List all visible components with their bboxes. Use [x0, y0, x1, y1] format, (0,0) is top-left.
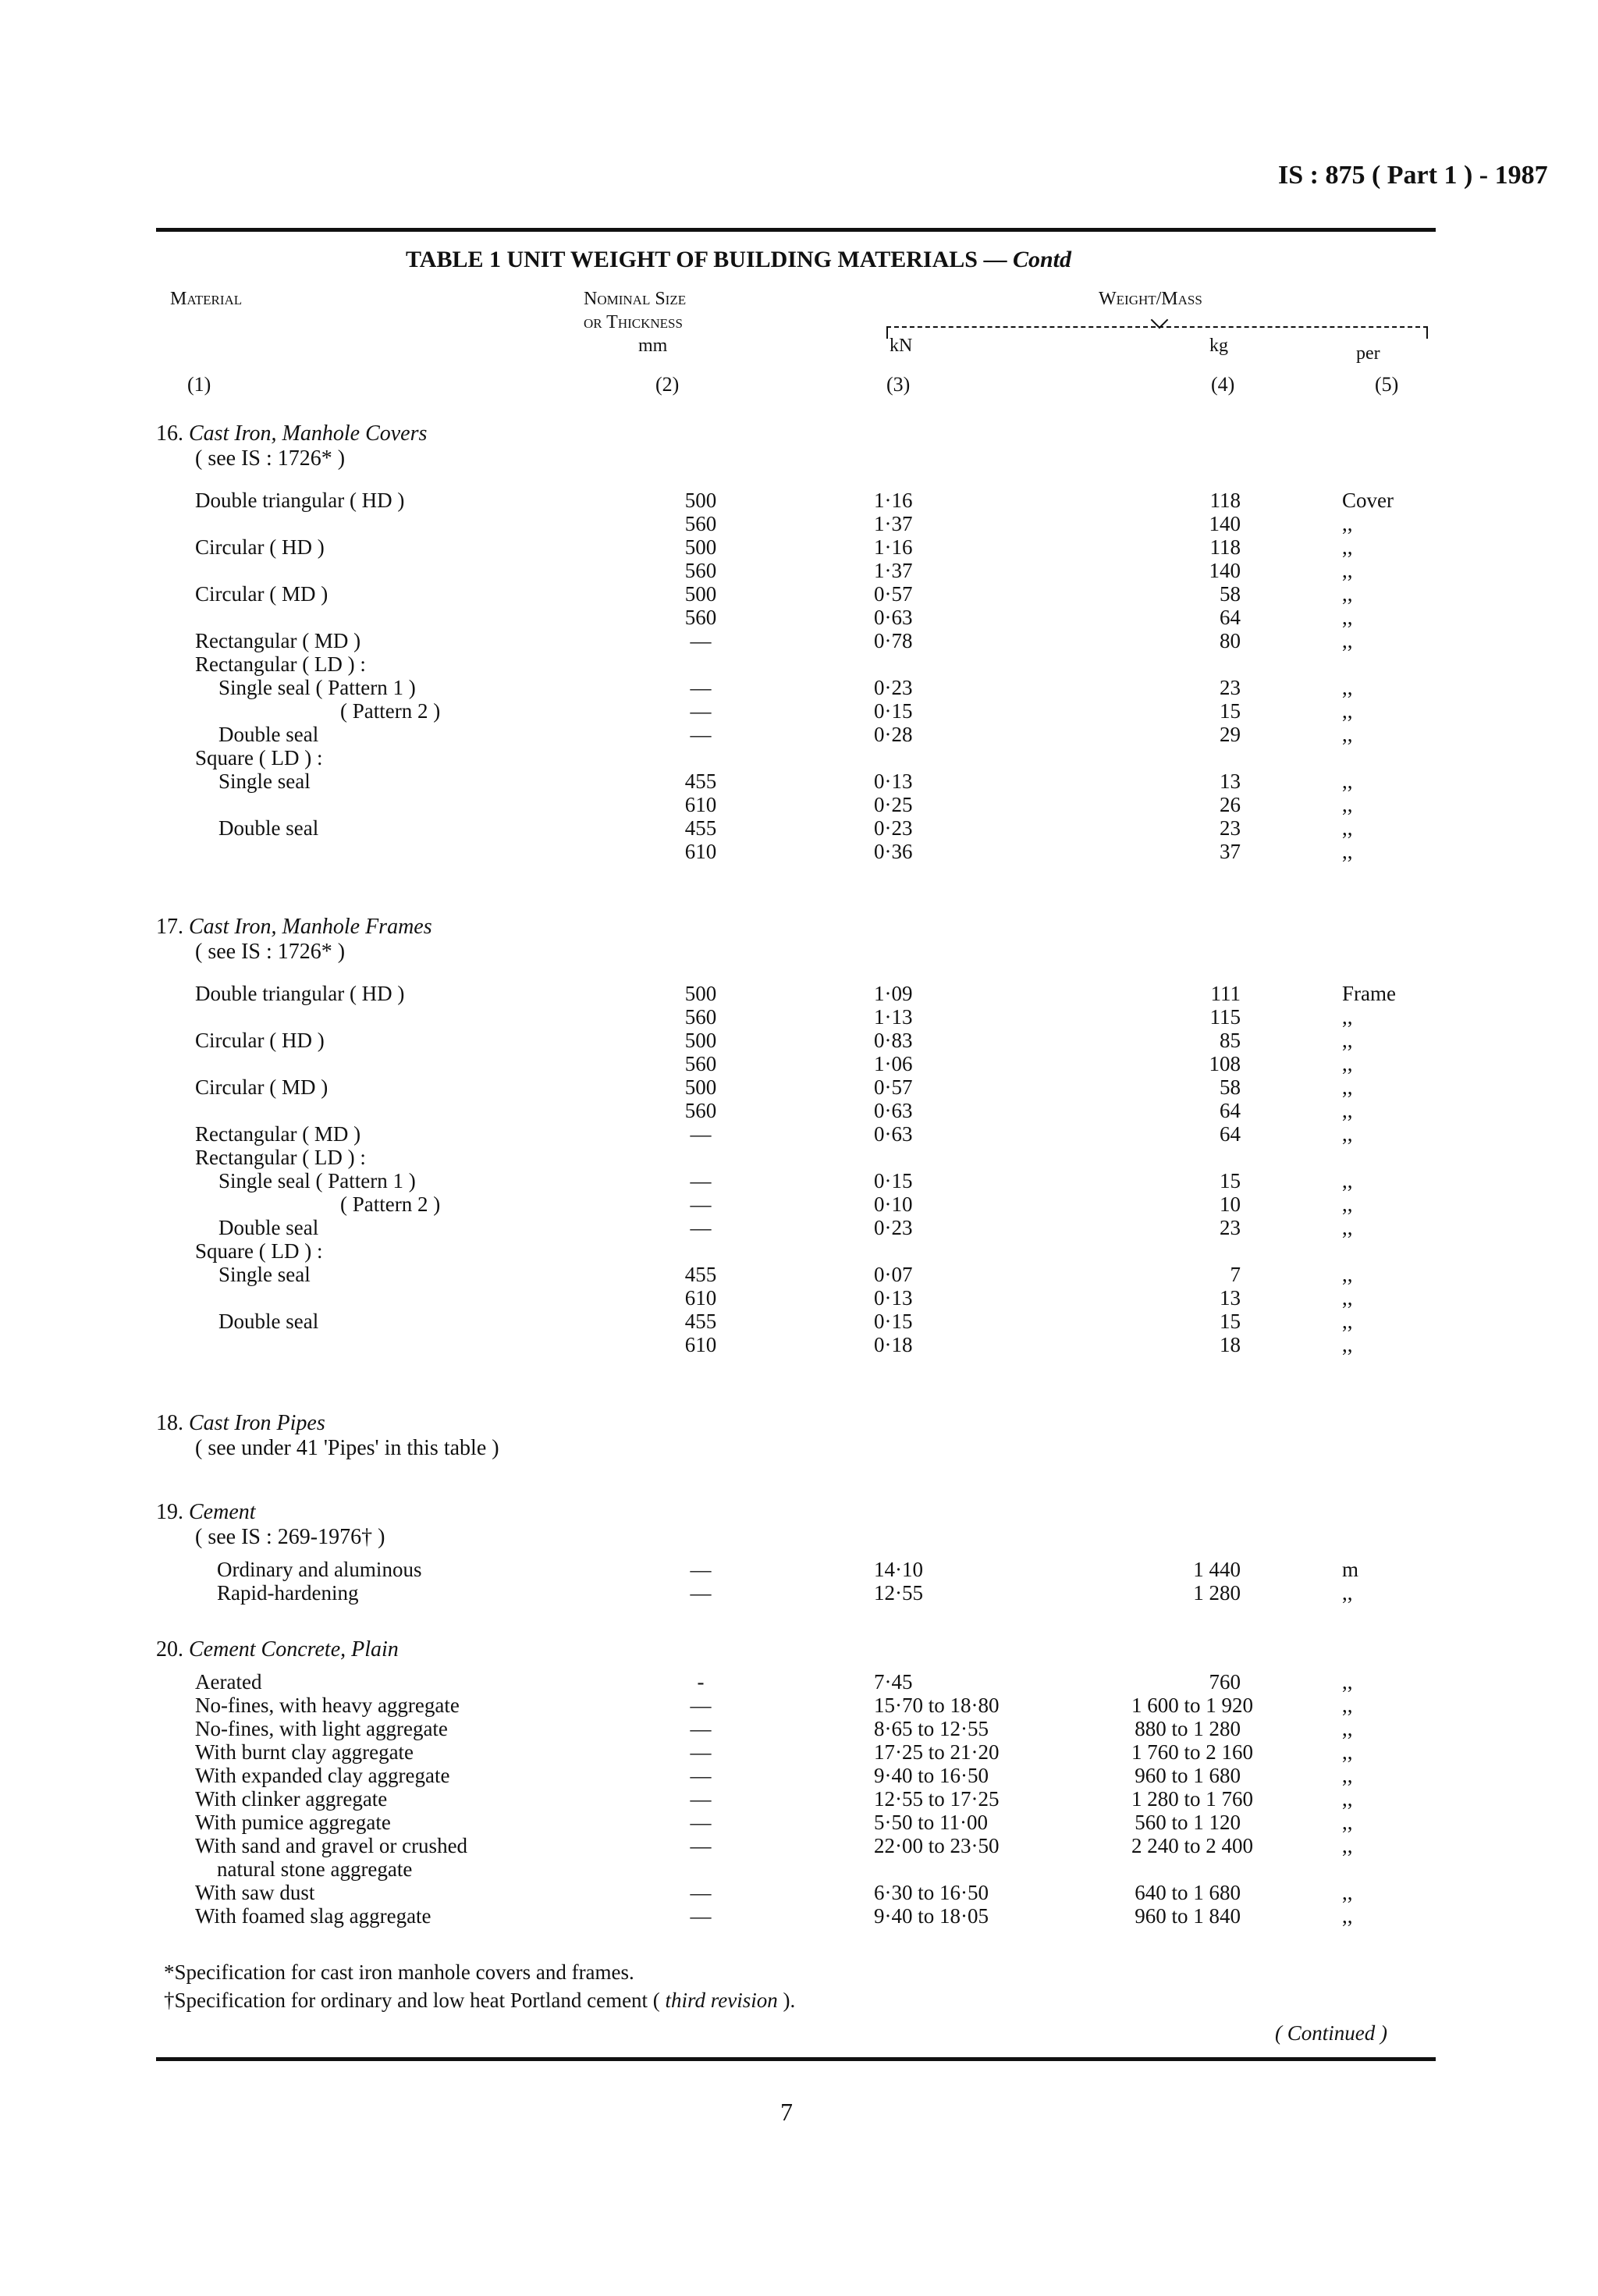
- per-cell: ,,: [1342, 1169, 1353, 1192]
- table-row: [0, 1099, 1598, 1122]
- kg-cell: 115: [1209, 1005, 1241, 1029]
- table-row: [0, 840, 1598, 863]
- size-cell: 560: [684, 1052, 717, 1075]
- kg-cell: 640 to 1 680: [1135, 1881, 1241, 1904]
- top-rule: [156, 228, 1436, 232]
- size-cell: —: [690, 723, 712, 746]
- kn-cell: 1·37: [874, 559, 913, 582]
- kg-cell: 7: [1230, 1263, 1241, 1286]
- size-cell: —: [690, 699, 712, 723]
- table-row: [0, 746, 1598, 769]
- material-cell: Circular ( MD ): [195, 582, 328, 606]
- size-cell: 455: [684, 1310, 717, 1333]
- kg-cell: 85: [1220, 1029, 1241, 1052]
- table-row: [0, 982, 1598, 1005]
- kg-cell: 111: [1210, 982, 1241, 1005]
- kn-cell: 1·06: [874, 1052, 913, 1075]
- size-cell: —: [690, 1834, 712, 1857]
- size-cell: —: [690, 1764, 712, 1787]
- per-cell: ,,: [1342, 793, 1353, 816]
- size-cell: 500: [684, 535, 717, 559]
- kg-cell: 10: [1220, 1192, 1241, 1216]
- table-row: [0, 1857, 1598, 1881]
- material-cell: ( Pattern 2 ): [340, 699, 441, 723]
- kn-cell: 12·55 to 17·25: [874, 1787, 1000, 1811]
- kn-cell: 1·16: [874, 489, 913, 512]
- size-cell: —: [690, 1169, 712, 1192]
- kn-cell: 0·83: [874, 1029, 913, 1052]
- size-cell: —: [690, 1717, 712, 1740]
- kg-cell: 23: [1220, 1216, 1241, 1239]
- kn-cell: 1·09: [874, 982, 913, 1005]
- per-cell: ,,: [1342, 1005, 1353, 1029]
- material-cell: With burnt clay aggregate: [195, 1740, 414, 1764]
- section-19-reference: ( see IS : 269-1976† ): [195, 1525, 385, 1549]
- material-cell: Single seal: [218, 1263, 311, 1286]
- per-cell: ,,: [1342, 1881, 1353, 1904]
- kn-cell: 0·15: [874, 1310, 913, 1333]
- table-row: [0, 1834, 1598, 1857]
- column-number-2: (2): [655, 373, 680, 396]
- column-number-4: (4): [1211, 373, 1235, 396]
- table-row: [0, 793, 1598, 816]
- document-id: IS : 875 ( Part 1 ) - 1987: [1278, 161, 1548, 190]
- section-16-title: Cast Iron, Manhole Covers: [189, 421, 428, 446]
- material-cell: Rectangular ( MD ): [195, 1122, 361, 1146]
- per-cell: ,,: [1342, 769, 1353, 793]
- size-cell: 610: [684, 1286, 717, 1310]
- kn-cell: 0·63: [874, 1099, 913, 1122]
- material-cell: ( Pattern 2 ): [340, 1192, 441, 1216]
- table-row: [0, 1740, 1598, 1764]
- per-cell: ,,: [1342, 582, 1353, 606]
- kg-cell: 960 to 1 840: [1135, 1904, 1241, 1928]
- per-cell: ,,: [1342, 699, 1353, 723]
- per-cell: ,,: [1342, 1670, 1353, 1694]
- table-row: [0, 1904, 1598, 1928]
- per-cell: ,,: [1342, 1310, 1353, 1333]
- table-title-contd: Contd: [1012, 247, 1071, 272]
- per-cell: ,,: [1342, 816, 1353, 840]
- material-cell: Circular ( HD ): [195, 1029, 325, 1052]
- kn-cell: 0·23: [874, 1216, 913, 1239]
- per-cell: ,,: [1342, 840, 1353, 863]
- kn-cell: 1·16: [874, 535, 913, 559]
- header-brace: [886, 326, 1428, 339]
- column-number-5: (5): [1375, 373, 1399, 396]
- size-cell: 560: [684, 606, 717, 629]
- per-cell: ,,: [1342, 512, 1353, 535]
- table-row: [0, 1169, 1598, 1192]
- kn-cell: 9·40 to 16·50: [874, 1764, 989, 1787]
- size-cell: -: [697, 1670, 705, 1694]
- size-cell: 500: [684, 1075, 717, 1099]
- kg-cell: 140: [1209, 559, 1241, 582]
- per-cell: ,,: [1342, 676, 1353, 699]
- header-kg: kg: [1209, 336, 1228, 356]
- kg-cell: 560 to 1 120: [1135, 1811, 1241, 1834]
- per-cell: ,,: [1342, 1286, 1353, 1310]
- size-cell: 560: [684, 512, 717, 535]
- kn-cell: 6·30 to 16·50: [874, 1881, 989, 1904]
- table-row: [0, 1005, 1598, 1029]
- footnote-2-text: †Specification for ordinary and low heat Portland cement (: [164, 1989, 660, 2012]
- size-cell: 560: [684, 559, 717, 582]
- size-cell: —: [690, 1558, 712, 1581]
- section-19-number: 19.: [156, 1500, 183, 1524]
- kg-cell: 15: [1220, 1310, 1241, 1333]
- header-kn: kN: [890, 336, 913, 356]
- per-cell: Cover: [1342, 489, 1394, 512]
- kn-cell: 1·13: [874, 1005, 913, 1029]
- material-cell: Square ( LD ) :: [195, 1239, 323, 1263]
- per-cell: m: [1342, 1558, 1359, 1581]
- section-18-heading: [156, 1411, 325, 1436]
- kg-cell: 64: [1220, 1122, 1241, 1146]
- material-cell: No-fines, with heavy aggregate: [195, 1694, 460, 1717]
- material-cell: Rectangular ( LD ) :: [195, 652, 366, 676]
- footnote-2-edition: third revision: [665, 1989, 778, 2012]
- table-row: [0, 1052, 1598, 1075]
- table-row: [0, 512, 1598, 535]
- table-row: [0, 1558, 1598, 1581]
- size-cell: —: [690, 676, 712, 699]
- continued-note: ( Continued ): [1275, 2021, 1387, 2045]
- material-cell: Rectangular ( MD ): [195, 629, 361, 652]
- header-size-line1: Nominal Size: [584, 289, 687, 309]
- section-20-title: Cement Concrete, Plain: [189, 1637, 399, 1662]
- size-cell: —: [690, 1811, 712, 1834]
- material-cell: Single seal: [218, 769, 311, 793]
- material-cell: With expanded clay aggregate: [195, 1764, 450, 1787]
- material-cell: With clinker aggregate: [195, 1787, 388, 1811]
- bottom-rule: [156, 2057, 1436, 2061]
- kn-cell: 9·40 to 18·05: [874, 1904, 989, 1928]
- table-row: [0, 1122, 1598, 1146]
- table-row: [0, 1581, 1598, 1605]
- kg-cell: 15: [1220, 699, 1241, 723]
- section-19-title: Cement: [189, 1500, 256, 1524]
- kn-cell: 0·13: [874, 769, 913, 793]
- size-cell: 500: [684, 1029, 717, 1052]
- table-row: [0, 1694, 1598, 1717]
- kn-cell: 7·45: [874, 1670, 913, 1694]
- kn-cell: 0·07: [874, 1263, 913, 1286]
- kn-cell: 5·50 to 11·00: [874, 1811, 988, 1834]
- size-cell: —: [690, 1904, 712, 1928]
- per-cell: Frame: [1342, 982, 1396, 1005]
- table-row: [0, 1811, 1598, 1834]
- table-row: [0, 769, 1598, 793]
- kg-cell: 880 to 1 280: [1135, 1717, 1241, 1740]
- material-cell: Rapid-hardening: [217, 1581, 359, 1605]
- section-16-heading: [156, 421, 427, 446]
- per-cell: ,,: [1342, 1192, 1353, 1216]
- kn-cell: 0·25: [874, 793, 913, 816]
- material-cell: With sand and gravel or crushed: [195, 1834, 468, 1857]
- material-cell: Square ( LD ) :: [195, 746, 323, 769]
- kn-cell: 0·57: [874, 582, 913, 606]
- per-cell: ,,: [1342, 1694, 1353, 1717]
- kn-cell: 1·37: [874, 512, 913, 535]
- kn-cell: 15·70 to 18·80: [874, 1694, 1000, 1717]
- kn-cell: 14·10: [874, 1558, 923, 1581]
- size-cell: —: [690, 1881, 712, 1904]
- table-title-text: TABLE 1 UNIT WEIGHT OF BUILDING MATERIALS —: [406, 247, 1007, 272]
- table-row: [0, 1216, 1598, 1239]
- per-cell: ,,: [1342, 1052, 1353, 1075]
- per-cell: ,,: [1342, 1099, 1353, 1122]
- material-cell: No-fines, with light aggregate: [195, 1717, 448, 1740]
- kn-cell: 0·28: [874, 723, 913, 746]
- kg-cell: 37: [1220, 840, 1241, 863]
- size-cell: —: [690, 1694, 712, 1717]
- per-cell: ,,: [1342, 559, 1353, 582]
- material-cell: Single seal ( Pattern 1 ): [218, 1169, 416, 1192]
- per-cell: ,,: [1342, 1904, 1353, 1928]
- kg-cell: 118: [1209, 535, 1241, 559]
- table-row: [0, 1787, 1598, 1811]
- page-number: 7: [780, 2098, 793, 2126]
- table-row: [0, 535, 1598, 559]
- size-cell: 500: [684, 489, 717, 512]
- kg-cell: 108: [1209, 1052, 1241, 1075]
- kg-cell: 760: [1209, 1670, 1241, 1694]
- table-row: [0, 699, 1598, 723]
- size-cell: —: [690, 1216, 712, 1239]
- size-cell: —: [690, 1192, 712, 1216]
- material-cell: Double seal: [218, 1310, 319, 1333]
- table-row: [0, 1670, 1598, 1694]
- kg-cell: 64: [1220, 1099, 1241, 1122]
- header-size-line2: or Thickness: [584, 312, 683, 332]
- table-row: [0, 582, 1598, 606]
- kn-cell: 0·13: [874, 1286, 913, 1310]
- section-19-heading: [156, 1500, 256, 1525]
- section-17-heading: [156, 915, 432, 940]
- kg-cell: 1 280: [1193, 1581, 1241, 1605]
- kn-cell: 0·63: [874, 606, 913, 629]
- kg-cell: 23: [1220, 816, 1241, 840]
- kn-cell: 0·78: [874, 629, 913, 652]
- table-row: [0, 1239, 1598, 1263]
- size-cell: 455: [684, 816, 717, 840]
- table-row: [0, 629, 1598, 652]
- material-cell: Double triangular ( HD ): [195, 489, 405, 512]
- kg-cell: 26: [1220, 793, 1241, 816]
- size-cell: 610: [684, 840, 717, 863]
- material-cell: With foamed slag aggregate: [195, 1904, 431, 1928]
- kg-cell: 13: [1220, 769, 1241, 793]
- kn-cell: 0·63: [874, 1122, 913, 1146]
- kg-cell: 23: [1220, 676, 1241, 699]
- per-cell: ,,: [1342, 1581, 1353, 1605]
- kg-cell: 960 to 1 680: [1135, 1764, 1241, 1787]
- size-cell: 610: [684, 1333, 717, 1356]
- material-cell: Aerated: [195, 1670, 262, 1694]
- table-row: [0, 1146, 1598, 1169]
- kn-cell: 12·55: [874, 1581, 923, 1605]
- kg-cell: 1 600 to 1 920: [1131, 1694, 1254, 1717]
- section-18-reference: ( see under 41 'Pipes' in this table ): [195, 1436, 499, 1460]
- per-cell: ,,: [1342, 1333, 1353, 1356]
- kg-cell: 15: [1220, 1169, 1241, 1192]
- section-18-number: 18.: [156, 1411, 183, 1435]
- size-cell: —: [690, 1581, 712, 1605]
- size-cell: —: [690, 1740, 712, 1764]
- table-row: [0, 1717, 1598, 1740]
- kn-cell: 0·15: [874, 1169, 913, 1192]
- kn-cell: 0·10: [874, 1192, 913, 1216]
- kg-cell: 1 760 to 2 160: [1131, 1740, 1254, 1764]
- section-18-title: Cast Iron Pipes: [189, 1411, 325, 1435]
- per-cell: ,,: [1342, 1263, 1353, 1286]
- per-cell: ,,: [1342, 1075, 1353, 1099]
- size-cell: —: [690, 1787, 712, 1811]
- per-cell: ,,: [1342, 629, 1353, 652]
- table-row: [0, 1263, 1598, 1286]
- table-row: [0, 1764, 1598, 1787]
- kn-cell: 22·00 to 23·50: [874, 1834, 1000, 1857]
- per-cell: ,,: [1342, 1029, 1353, 1052]
- material-cell: Rectangular ( LD ) :: [195, 1146, 366, 1169]
- size-cell: 560: [684, 1099, 717, 1122]
- header-per: per: [1356, 343, 1380, 364]
- column-number-3: (3): [886, 373, 911, 396]
- per-cell: ,,: [1342, 1216, 1353, 1239]
- material-cell: Double seal: [218, 1216, 319, 1239]
- footnote-1: *Specification for cast iron manhole covers and frames.: [164, 1960, 634, 1984]
- table-row: [0, 1075, 1598, 1099]
- per-cell: ,,: [1342, 1787, 1353, 1811]
- size-cell: 610: [684, 793, 717, 816]
- kg-cell: 118: [1209, 489, 1241, 512]
- size-cell: 455: [684, 769, 717, 793]
- table-row: [0, 676, 1598, 699]
- table-row: [0, 1192, 1598, 1216]
- material-cell: Ordinary and aluminous: [217, 1558, 422, 1581]
- kg-cell: 18: [1220, 1333, 1241, 1356]
- kg-cell: 29: [1220, 723, 1241, 746]
- per-cell: ,,: [1342, 1811, 1353, 1834]
- kg-cell: 1 280 to 1 760: [1131, 1787, 1254, 1811]
- material-cell: Double triangular ( HD ): [195, 982, 405, 1005]
- kg-cell: 13: [1220, 1286, 1241, 1310]
- header-size-unit: mm: [638, 336, 668, 356]
- per-cell: ,,: [1342, 1717, 1353, 1740]
- table-row: [0, 1333, 1598, 1356]
- kg-cell: 58: [1220, 582, 1241, 606]
- kn-cell: 17·25 to 21·20: [874, 1740, 1000, 1764]
- section-16-reference: ( see IS : 1726* ): [195, 446, 346, 471]
- table-row: [0, 559, 1598, 582]
- kn-cell: 0·57: [874, 1075, 913, 1099]
- section-20-heading: [156, 1637, 399, 1662]
- section-20-number: 20.: [156, 1637, 183, 1662]
- table-row: [0, 489, 1598, 512]
- material-cell: With pumice aggregate: [195, 1811, 391, 1834]
- size-cell: 500: [684, 582, 717, 606]
- kn-cell: 0·15: [874, 699, 913, 723]
- material-cell: Circular ( MD ): [195, 1075, 328, 1099]
- kn-cell: 8·65 to 12·55: [874, 1717, 989, 1740]
- table-row: [0, 1029, 1598, 1052]
- header-weight-mass: Weight/Mass: [1099, 289, 1202, 309]
- table-title: [406, 247, 1071, 273]
- table-row: [0, 1310, 1598, 1333]
- size-cell: 500: [684, 982, 717, 1005]
- column-number-1: (1): [187, 373, 211, 396]
- kg-cell: 2 240 to 2 400: [1131, 1834, 1254, 1857]
- material-cell: With saw dust: [195, 1881, 315, 1904]
- kg-cell: 80: [1220, 629, 1241, 652]
- section-17-reference: ( see IS : 1726* ): [195, 940, 346, 964]
- footnote-2: [164, 1989, 795, 2013]
- kg-cell: 58: [1220, 1075, 1241, 1099]
- size-cell: —: [690, 629, 712, 652]
- kg-cell: 1 440: [1193, 1558, 1241, 1581]
- table-row: [0, 1881, 1598, 1904]
- material-cell: natural stone aggregate: [217, 1857, 413, 1881]
- size-cell: 455: [684, 1263, 717, 1286]
- per-cell: ,,: [1342, 606, 1353, 629]
- material-cell: Double seal: [218, 723, 319, 746]
- kn-cell: 0·18: [874, 1333, 913, 1356]
- per-cell: ,,: [1342, 1764, 1353, 1787]
- table-row: [0, 1286, 1598, 1310]
- section-17-title: Cast Iron, Manhole Frames: [189, 915, 432, 939]
- kn-cell: 0·23: [874, 676, 913, 699]
- per-cell: ,,: [1342, 1122, 1353, 1146]
- material-cell: Circular ( HD ): [195, 535, 325, 559]
- section-16-number: 16.: [156, 421, 183, 446]
- section-17-number: 17.: [156, 915, 183, 939]
- kg-cell: 140: [1209, 512, 1241, 535]
- footnote-2-close: ).: [783, 1989, 796, 2012]
- kn-cell: 0·36: [874, 840, 913, 863]
- per-cell: ,,: [1342, 723, 1353, 746]
- material-cell: Single seal ( Pattern 1 ): [218, 676, 416, 699]
- per-cell: ,,: [1342, 1834, 1353, 1857]
- table-row: [0, 723, 1598, 746]
- kn-cell: 0·23: [874, 816, 913, 840]
- per-cell: ,,: [1342, 535, 1353, 559]
- kg-cell: 64: [1220, 606, 1241, 629]
- table-row: [0, 816, 1598, 840]
- table-row: [0, 606, 1598, 629]
- size-cell: 560: [684, 1005, 717, 1029]
- table-row: [0, 652, 1598, 676]
- material-cell: Double seal: [218, 816, 319, 840]
- header-material: Material: [170, 289, 243, 309]
- per-cell: ,,: [1342, 1740, 1353, 1764]
- size-cell: —: [690, 1122, 712, 1146]
